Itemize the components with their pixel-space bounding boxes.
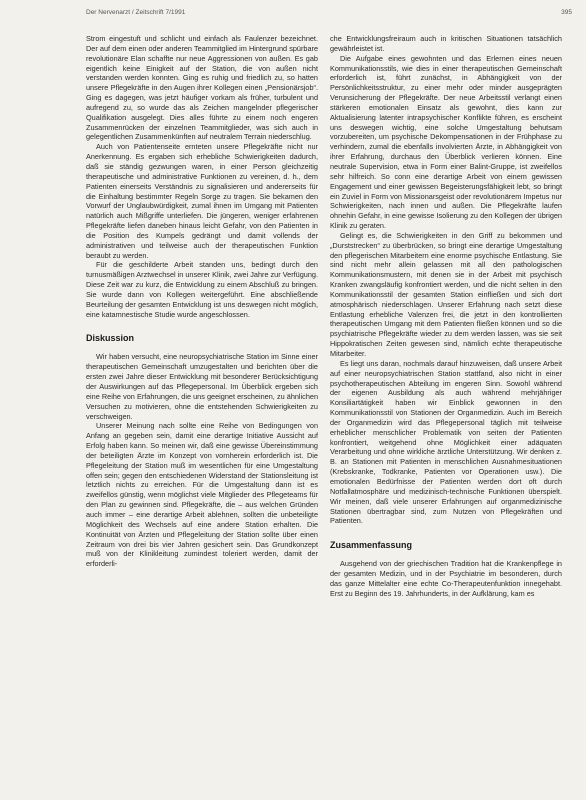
paragraph: Auch von Patientenseite ernteten unsere Pflegekräfte nicht nur Anerkennung. Es ergaben sich erhebliche Schwierigkeiten dadurch, daß sie ständig gezwungen waren, in einer Person gleichzeitig therapeutische und administrative Funktionen zu vereinen, d. h., dem Patienten einerseits Verständnis zu signalisieren und andererseits für die Einhaltung bestimmter Regeln Sorge zu tragen. Sie bekamen den Vorwurf der Unglaubwürdigkeit, zumal ihnen im Umgang mit Patienten natürlich auch Mißgriffe unterliefen. Die jüngeren, weniger erfahrenen Pflegekräfte liefen daneben hinaus leicht Gefahr, von den Patienten in die Position des Kumpels gedrängt und damit vollends der administrativen und teilweise auch der therapeutischen Funktion beraubt zu werden. <box>86 142 318 260</box>
paragraph: Für die geschilderte Arbeit standen uns, bedingt durch den turnusmäßigen Arztwechsel in unserer Klinik, zwei Jahre zur Verfügung. Diese Zeit war zu kurz, die Entwicklung zu einem Abschluß zu bringen. Sie wurde dann von Kollegen weitergeführt. Eine abschließende Beurteilung der gesamten Entwicklung ist uns deswegen nicht möglich, eine katamnestische Studie wurde angeschlossen. <box>86 260 318 319</box>
section-heading-zusammenfassung: Zusammenfassung <box>330 540 413 551</box>
paragraph: Strom eingestuft und schlicht und einfach als Faulenzer bezeichnet. Der auf dem einen oder anderen Teammitglied im Hintergrund spürbare revolutionäre Elan schaffte nur neue Aggressionen von außen. Es gab eigentlich keine Einigkeit auf der Station, die von außen nicht verstanden werden konnten. Ging es ruhig und friedlich zu, so hatten unsere Pflegekräfte in den Augen ihrer Kollegen einen „Pensionärsjob“. Ging es dagegen, was jetzt häufiger vorkam als früher, turbulent und aufregend zu, so wurde das als Zeichen mangelnder pflegerischer Qualifikation ausgelegt. Dies alles führte zu einem noch engeren Zusammenrücken der einzelnen Teammitglieder, was sich auch in gelegentlichen Zusammenkünften auf neutralem Terrain niederschlug. <box>86 34 318 142</box>
paragraph: Die Aufgabe eines gewohnten und das Erlernen eines neuen Kommunikationsstils, wie dies in einer therapeutischen Gemeinschaft erforderlich ist, führt zunächst, in Abhängigkeit von der Persönlichkeitsstruktur, zu einer mehr oder minder ausgeprägten Verunsicherung der Pflegekräfte. Der neue Arbeitsstil verlangt einen stärkeren emotionalen Einsatz als gewohnt, dies kann zur Aktualisierung latenter intrapsychischer Konflikte führen, es erscheint uns deswegen wichtig, eine solche Umgestaltung behutsam vorzubereiten, um psychische Dekompensationen in der Frühphase zu verhindern, zumal die ebenfalls involvierten Ärzte, in Abhängigkeit von ihrer Erfahrung, durchaus den Überblick verlieren können. Eine neutrale Supervision, etwa in Form einer Balint-Gruppe, ist zweifellos sehr hilfreich. So conn eine derartige Arbeit von einem gewissen Engagement und einer gewissen Begeisterungsfähigkeit lebt, so bringt ein Zuviel in Form von Missionarsgeist oder revolutionärem Impetus nur Schwierigkeiten, nach innen und außen. Die Pflegekräfte laufen ohnehin Gefahr, in eine gewisse Isolierung zu den Kollegen der übrigen Klinik zu geraten. <box>330 53 562 231</box>
paragraph: Es liegt uns daran, nochmals darauf hinzuweisen, daß unsere Arbeit auf einer neuropsychiatrischen Station stattfand, also nicht in einer psychotherapeutischen Abteilung im engeren Sinn. Sowohl während der eigenen Ausbildung als auch während mehrjähriger Konsiliartätigkeit haben wir Einblick gewonnen in den Kommunikationsstil von Stationen der Organmedizin. Auch im Bereich der Organmedizin wird das Pflegepersonal täglich mit teilweise erheblicher menschlicher Problematik von seiten der Patienten konfrontiert, weitgehend ohne Möglichkeit einer adäquaten Verarbeitung und ohne wirkliche ärztliche Unterstützung. Wir denken z. B. an Stationen mit Patienten in menschlichen Ausnahmesituationen (Krebskranke, Todkranke, Patienten vor Operationen usw.). Die emotionalen Bedürfnisse der Patienten werden dort oft durch Notfallatmosphäre und medizinisch-technische Funktionen überspielt. Wir meinen, daß viele unserer Erfahrungen auf organmedizinische Stationen übertragbar sind, zum Nutzen von Pflegekräften und Patienten. <box>330 358 562 526</box>
paragraph: che Entwicklungsfreiraum auch in kritischen Situationen tatsächlich gewährleistet ist. <box>330 34 562 53</box>
page-number: 395 <box>561 9 572 16</box>
right-column <box>330 34 562 599</box>
paragraph: Unserer Meinung nach sollte eine Reihe von Bedingungen von Anfang an gegeben sein, damit eine derartige Initiative Aussicht auf Erfolg haben kann. So meinen wir, daß eine gewisse Übereinstimmung der beteiligten Ärzte im Konzept von vornherein erforderlich ist. Die Pflegeleitung der Station muß im wesentlichen für eine Umgestaltung offen sein; gegen den entschiedenen Widerstand der Stationsleitung ist letztlich nichts zu erreichen. Für die Umgestaltung dann ist es zweifellos günstig, wenn möglichst viele Mitglieder des Pflegeteams für den Plan zu gewinnen sind. Pflegekräfte, die – aus welchen Gründen auch immer – eine derartige Arbeit ablehnen, sollten die unbeteiligte Möglichkeit des Wechsels auf eine andere Station erhalten. Die Kontinuität von Ärzten und Pflegeleitung der Station sollte über einen Zeitraum von drei bis vier Jahren gesichert sein. Das Grundkonzept muß von der Klinikleitung zumindest toleriert werden, damit der erforderli- <box>86 421 318 569</box>
paragraph: Gelingt es, die Schwierigkeiten in den Griff zu bekommen und „Durststrecken“ zu überbrücken, so bringt eine derartige Umgestaltung den pflegerischen Mitarbeitern eine enorme psychische Entlastung. Sie sind nicht mehr allein gelassen mit all den pathologischen Kommunikationsmustern, mit denen sie in der Arbeit mit psychisch Kranken zwangsläufig konfrontiert werden, und die nicht selten in den Kommunikationsstil der gesamten Station einfließen und sich dort atmosphärisch niederschlagen. Unserer Erfahrung nach setzt diese Entlastung erhebliche Valenzen frei, die jetzt in den kontrollierten therapeutischen Umgang mit dem Patienten fließen können und so die psychiatrische Pflegekräfte wieder zu dem werden lassen, was sie seit Hippokratischen Zeiten gewesen sind, nämlich echte therapeutische Mitarbeiter. <box>330 230 562 358</box>
left-column <box>86 34 318 569</box>
journal-title: Der Nervenarzt / Zeitschrift 7/1991 <box>86 9 186 16</box>
paragraph: Wir haben versucht, eine neuropsychiatrische Station im Sinne einer therapeutischen Gemeinschaft umzugestalten und berichten über die ersten zwei Jahre dieser Entwicklung mit besonderer Berücksichtigung der Auswirkungen auf das Pflegepersonal. Im Überblick ergeben sich eine Reihe von Erfahrungen, die uns geeignet erscheinen, zu ähnlichen Versuchen zu motivieren, ohne die entstehenden Schwierigkeiten zu verschweigen. <box>86 352 318 421</box>
section-heading-diskussion: Diskussion <box>86 333 135 344</box>
paragraph: Ausgehend von der griechischen Tradition hat die Krankenpflege in der gesamten Medizin, und in der Psychiatrie im besonderen, durch das ganze Mittelalter eine echte Co-Therapeutenfunktion innegehabt. Erst zu Beginn des 19. Jahrhunderts, in der Aufklärung, kam es <box>330 559 562 598</box>
